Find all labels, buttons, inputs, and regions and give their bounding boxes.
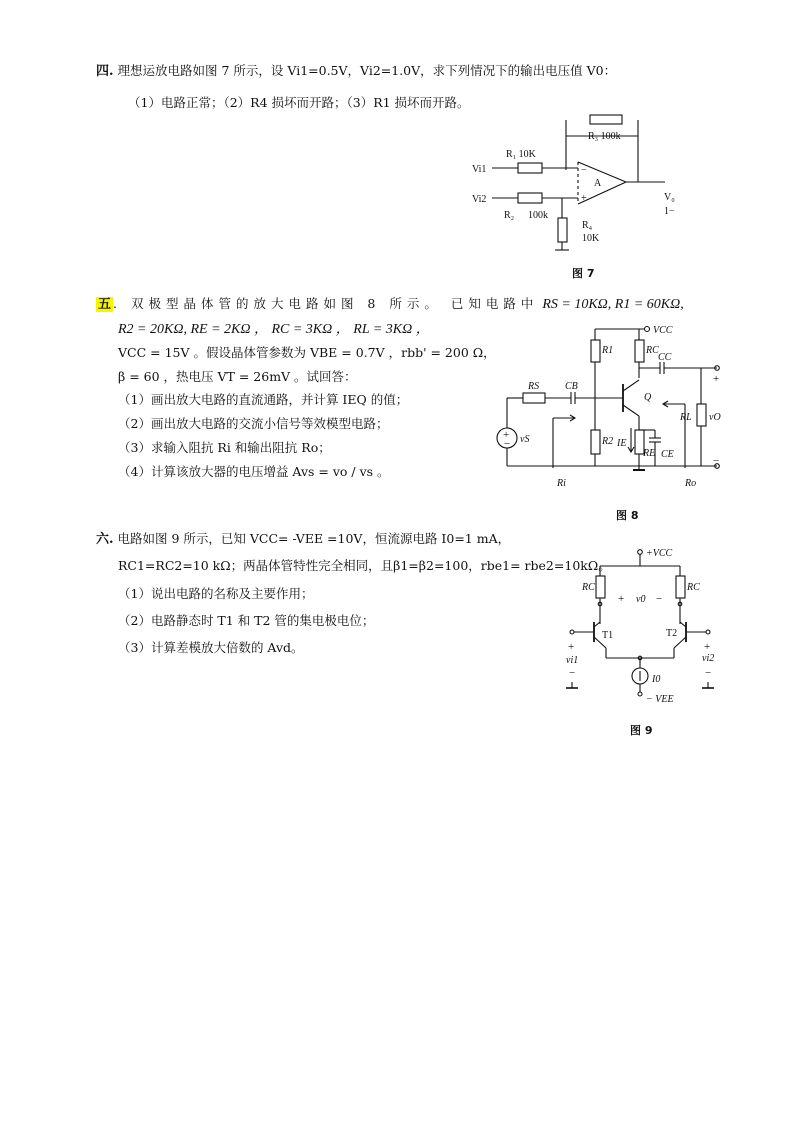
q5-line3: VCC = 15V 。假设晶体管参数为 VBE = 0.7V ，rbb' = 200 Ω，	[118, 345, 496, 360]
vi1-node	[570, 630, 574, 634]
transistor-collector	[623, 380, 639, 391]
vo-label: vO	[709, 412, 721, 423]
figure-8-caption: 图 8	[616, 509, 639, 522]
rc2-resistor	[676, 576, 685, 598]
r4-value-label: 10K	[582, 233, 600, 244]
r1-resistor	[518, 163, 542, 173]
vo-label: v0	[636, 594, 646, 605]
r2-label: R2	[602, 436, 614, 447]
ro-label: Ro	[685, 478, 697, 489]
q5-eq1: RS = 10KΩ, R1 = 60KΩ,	[542, 297, 684, 312]
cb-label: CB	[565, 381, 578, 392]
q5-sub1: （1）画出放大电路的直流通路，并计算 IEQ 的值；	[118, 392, 409, 407]
figure-7-caption: 图 7	[572, 267, 595, 280]
r2-resistor	[591, 430, 600, 454]
opamp-minus-label: −	[581, 165, 587, 176]
re-label: RE	[643, 448, 656, 459]
r1-label: R1	[602, 345, 614, 356]
cc-label: CC	[658, 352, 672, 363]
q5-number: 五	[98, 297, 112, 312]
ie-label: IE	[617, 438, 627, 449]
q6-sub1: （1）说出电路的名称及主要作用；	[118, 586, 314, 601]
q6-sub3: （3）计算差模放大倍数的 Avd。	[118, 640, 304, 655]
rc-resistor	[635, 340, 644, 362]
vi1-plus-label: +	[568, 641, 575, 653]
r1-resistor	[591, 340, 600, 362]
t2-label: T2	[666, 628, 678, 639]
r2-label: R₂	[504, 210, 515, 221]
rf-label: R₃ 100k	[588, 131, 621, 142]
vi2-plus-label: +	[704, 641, 711, 653]
rc-left-label: RC	[582, 582, 595, 593]
output-mark-label: 1−	[664, 206, 675, 217]
t2-collector	[680, 622, 686, 627]
r1-label: R₁ 10K	[506, 149, 536, 160]
vee-node	[638, 692, 642, 696]
q6-number: 六.	[96, 532, 114, 547]
q5-sub4: （4）计算该放大器的电压增益 Avs = vo / vs 。	[118, 464, 390, 479]
vcc-label: +VCC	[646, 548, 673, 559]
q5-line4: β = 60 ，热电压 VT = 26mV 。试回答：	[118, 369, 357, 384]
ri-label: Ri	[557, 478, 566, 489]
q6-sub2: （2）电路静态时 T1 和 T2 管的集电极电位；	[118, 613, 375, 628]
r2-value-label: 100k	[528, 210, 548, 221]
vi1-label: Vi1	[472, 164, 487, 175]
vi1-minus-label: −	[569, 667, 576, 679]
figure-7-opamp-circuit	[470, 112, 700, 282]
ce-label: CE	[661, 449, 674, 460]
transistor-emitter	[623, 405, 639, 416]
q4-cases: （1）电路正常；（2）R4 损坏而开路；（3）R1 损坏而开路。	[128, 95, 470, 110]
i0-label: I0	[652, 674, 661, 685]
vs-minus-label: −	[504, 438, 511, 450]
rs-label: RS	[528, 381, 540, 392]
rl-label: RL	[680, 412, 692, 423]
q4-text: 理想运放电路如图 7 所示，设 Vi1=0.5V，Vi2=1.0V，求下列情况下的输出电压值 V0：	[117, 63, 617, 78]
q5-line1	[96, 296, 684, 313]
t1-label: T1	[602, 630, 614, 641]
vcc-label: VCC	[653, 325, 673, 336]
opamp-label: A	[594, 178, 602, 189]
vcc-node	[638, 550, 643, 555]
vi2-label: Vi2	[472, 194, 487, 205]
rl-resistor	[697, 404, 706, 426]
rc-right-label: RC	[687, 582, 700, 593]
q5-intro: . 双极型晶体管的放大电路如图 8 所示。 已知电路中	[113, 296, 539, 311]
q5-line2	[118, 321, 430, 338]
rs-resistor	[523, 393, 545, 403]
vi2-label: vi2	[702, 653, 715, 664]
q-label: Q	[644, 392, 652, 403]
r2-resistor	[518, 193, 542, 203]
q4-number: 四.	[96, 64, 114, 79]
q6-line1-text: 电路如图 9 所示，已知 VCC= -VEE =10V，恒流源电路 I0=1 mA，	[117, 531, 511, 546]
vo-label: V₀	[664, 192, 675, 203]
figure-9-caption: 图 9	[630, 724, 653, 737]
q5-sub2: （2）画出放大电路的交流小信号等效模型电路；	[118, 416, 389, 431]
vee-label: − VEE	[646, 694, 674, 705]
r3-feedback-resistor	[590, 115, 622, 124]
q6-line2: RC1=RC2=10 kΩ；两晶体管特性完全相同，且β1=β2=100，rbe1= rbe2=10kΩ。	[118, 558, 611, 573]
q5-sub3: （3）求输入阻抗 Ri 和输出阻抗 Ro；	[118, 440, 331, 455]
vi2-minus-label: −	[705, 667, 712, 679]
vs-label: vS	[520, 434, 530, 445]
q5-eq2: R2 = 20KΩ, RE = 2KΩ ， RC = 3KΩ ， RL = 3KΩ ，	[118, 322, 430, 337]
rc-label: RC	[646, 345, 659, 356]
r4-label: R₄	[582, 220, 593, 231]
rc1-resistor	[596, 576, 605, 598]
q6-line1	[96, 531, 510, 548]
output-plus-label: +	[713, 373, 720, 385]
opamp-plus-label: +	[581, 193, 587, 204]
r4-resistor	[558, 218, 567, 242]
figure-9-differential-amplifier	[560, 542, 730, 714]
vo-plus-label: +	[618, 593, 625, 605]
vi2-node	[706, 630, 710, 634]
q4-line1	[96, 63, 616, 80]
figure-8-bjt-amplifier	[495, 318, 735, 496]
vi1-label: vi1	[566, 655, 579, 666]
output-minus-label: −	[713, 455, 720, 467]
vo-minus-label: −	[656, 593, 663, 605]
t1-collector	[594, 622, 600, 627]
vs-plus-label: +	[503, 429, 510, 441]
vcc-node	[645, 327, 650, 332]
